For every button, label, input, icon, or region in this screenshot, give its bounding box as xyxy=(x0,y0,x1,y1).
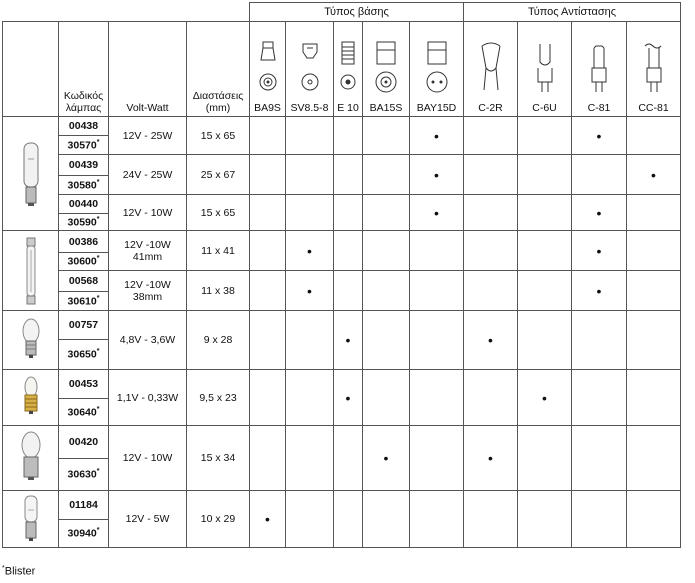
dimensions: 9,5 x 23 xyxy=(187,370,250,426)
volt-watt: 1,1V - 0,33W xyxy=(109,370,187,426)
volt-watt: 12V - 25W xyxy=(109,117,187,155)
compat-dot: • xyxy=(250,491,286,548)
e10-base-icon xyxy=(336,38,360,100)
dimensions-column-header: Διαστάσεις (mm) xyxy=(187,22,250,117)
ba15s-base-icon xyxy=(369,38,403,100)
dimensions: 25 x 67 xyxy=(187,155,250,195)
volt-watt: 4,8V - 3,6W xyxy=(109,311,187,370)
ba9s-bulb-icon xyxy=(19,492,43,546)
dimensions: 15 x 34 xyxy=(187,426,250,491)
festoon-bulb-icon xyxy=(21,236,41,306)
mini-e10-bulb-icon xyxy=(19,315,43,365)
tubular-bulb-image xyxy=(3,117,59,231)
ba15s-bulb-image xyxy=(3,426,59,491)
lamp-blister-code: 30580* xyxy=(59,176,109,195)
lamp-blister-code: 30630* xyxy=(59,459,109,491)
lamp-code: 00453 xyxy=(59,370,109,399)
lamp-blister-code: 30570* xyxy=(59,136,109,155)
code-column-header: Κωδικός λάμπας xyxy=(59,22,109,117)
lamp-code: 00439 xyxy=(59,155,109,176)
compat-dot: • xyxy=(286,271,334,311)
lamp-code: 00438 xyxy=(59,117,109,136)
volt-watt: 24V - 25W xyxy=(109,155,187,195)
compat-dot: • xyxy=(363,426,410,491)
sv85-base-icon xyxy=(295,38,325,100)
compat-dot: • xyxy=(572,271,627,311)
base-bay15d-header: BAY15D xyxy=(410,22,464,117)
lamp-code: 01184 xyxy=(59,491,109,520)
lamp-blister-code: 30590* xyxy=(59,214,109,231)
lamp-code: 00568 xyxy=(59,271,109,292)
festoon-bulb-image xyxy=(3,231,59,311)
base-ba15s-header: BA15S xyxy=(363,22,410,117)
blister-footnote: *Blister xyxy=(2,565,36,578)
resistance-c2r-header: C-2R xyxy=(464,22,518,117)
volt-watt: 12V -10W 38mm xyxy=(109,271,187,311)
lamp-code: 00757 xyxy=(59,311,109,340)
lamp-code: 00440 xyxy=(59,195,109,214)
lamp-blister-code: 30610* xyxy=(59,292,109,311)
blank-corner xyxy=(3,3,250,22)
lamp-code: 00386 xyxy=(59,231,109,253)
compat-dot: • xyxy=(410,195,464,231)
volt-column-header: Volt-Watt xyxy=(109,22,187,117)
image-column-header xyxy=(3,22,59,117)
volt-watt: 12V -10W 41mm xyxy=(109,231,187,271)
base-sv85-header: SV8.5-8 xyxy=(286,22,334,117)
volt-watt: 12V - 10W xyxy=(109,195,187,231)
compat-dot: • xyxy=(410,117,464,155)
cc81-filament-icon xyxy=(637,38,671,100)
micro-e10-bulb-icon xyxy=(19,373,43,423)
dimensions: 11 x 38 xyxy=(187,271,250,311)
dimensions: 10 x 29 xyxy=(187,491,250,548)
compat-dot: • xyxy=(572,117,627,155)
mini-e10-bulb-image xyxy=(3,311,59,370)
dimensions: 11 x 41 xyxy=(187,231,250,271)
dimensions: 9 x 28 xyxy=(187,311,250,370)
base-e10-header: E 10 xyxy=(334,22,363,117)
ba15s-bulb-icon xyxy=(18,429,44,487)
resistance-type-heading: Τύπος Αντίστασης xyxy=(464,3,681,22)
compat-dot: • xyxy=(572,195,627,231)
compat-dot: • xyxy=(334,370,363,426)
base-type-heading: Τύπος βάσης xyxy=(250,3,464,22)
compat-dot: • xyxy=(410,155,464,195)
compat-dot: • xyxy=(286,231,334,271)
bay15d-base-icon xyxy=(420,38,454,100)
micro-e10-bulb-image xyxy=(3,370,59,426)
compat-dot: • xyxy=(572,231,627,271)
volt-watt: 12V - 5W xyxy=(109,491,187,548)
compat-dot: • xyxy=(464,311,518,370)
dimensions: 15 x 65 xyxy=(187,195,250,231)
dimensions: 15 x 65 xyxy=(187,117,250,155)
compat-dot: • xyxy=(627,155,681,195)
volt-watt: 12V - 10W xyxy=(109,426,187,491)
ba9s-base-icon xyxy=(253,38,283,100)
tubular-bulb-icon xyxy=(18,139,44,209)
resistance-c81-header: C-81 xyxy=(572,22,627,117)
lamp-code: 00420 xyxy=(59,426,109,459)
lamp-blister-code: 30600* xyxy=(59,253,109,271)
ba9s-bulb-image xyxy=(3,491,59,548)
compat-dot: • xyxy=(334,311,363,370)
resistance-cc81-header: CC-81 xyxy=(627,22,681,117)
c81-filament-icon xyxy=(582,38,616,100)
c6u-filament-icon xyxy=(528,38,562,100)
base-ba9s-header: BA9S xyxy=(250,22,286,117)
lamp-blister-code: 30940* xyxy=(59,520,109,548)
lamp-blister-code: 30640* xyxy=(59,399,109,426)
resistance-c6u-header: C-6U xyxy=(518,22,572,117)
c2r-filament-icon xyxy=(474,38,508,100)
compat-dot: • xyxy=(518,370,572,426)
compat-dot: • xyxy=(464,426,518,491)
lamp-blister-code: 30650* xyxy=(59,340,109,370)
lamp-spec-table xyxy=(2,2,681,548)
